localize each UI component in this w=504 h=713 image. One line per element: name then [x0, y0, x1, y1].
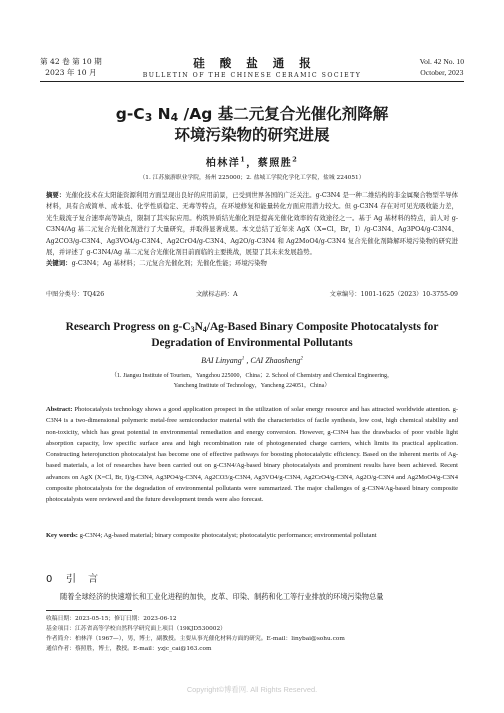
section-number: 0: [46, 574, 53, 585]
footnote-author: 作者简介：柏林洋（1967—），男，博士，副教授。主要从事光催化材料方面的研究。E-mail：linybai@sohu.com: [46, 636, 345, 642]
footnote-received: 收稿日期：2023-05-15；修订日期：2023-06-12: [46, 616, 177, 622]
section-title: 引言: [66, 574, 110, 585]
journal-header: [0, 0, 504, 84]
authors-en: BAI Linyang$^1$ , CAI Zhaosheng$^2$: [201, 355, 303, 365]
footnote-corresponding: 通信作者：蔡照胜，博士，教授。E-mail：yzjc_cai@163.com: [46, 646, 212, 652]
section-heading: [46, 570, 110, 585]
abstract-cn-label: 摘要：: [46, 191, 66, 199]
header-right: [420, 56, 464, 78]
abstract-en: [46, 404, 458, 506]
journal-name-en: BULLETIN OF THE CHINESE CERAMIC SOCIETY: [142, 72, 362, 79]
title-cn-line2: 环境污染物的研究进展: [174, 126, 330, 144]
title-en-line1: Research Progress on $g-C_3N_4/Ag$-Based Binary Composite Photocatalysts for: [65, 321, 439, 334]
affiliation-en: （1. Jiangsu Institute of Tourism，Yangzhou 225000，China；2. School of Chemistry and Chemical Engineering， Yancheng Institute of Technology，Yancheng 224051，China）: [110, 373, 393, 389]
volume-cn: 第 42 卷 第 10 期: [40, 57, 102, 66]
abstract-cn: [46, 190, 458, 270]
title-cn-line1: $g-C_3$ $N_4$ /Ag 基二元复合光催化剂降解: [115, 105, 389, 124]
header-rule: [40, 81, 464, 82]
keywords-en: Key words: g-C3N4; Ag-based material; binary composite photocatalyst; photocatalytic performance; environmental pollutant: [46, 532, 377, 539]
title-en-line2: Degradation of Environmental Pollutants: [151, 337, 353, 349]
body-paragraph: 随着全球经济的快速增长和工业化进程的加快，皮革、印染、制药和化工等行业排放的环境污染物总量: [60, 592, 384, 601]
abstract-cn-text: 光催化技术在太阳能资源利用方面呈现出良好的应用前景，已受到世界各国的广泛关注。g-C3N4 是一种二维结构的非金属聚合物型半导体材料，具有合成简单、成本低、化学性质稳定、无毒等特点，在环境修复和能量转化方面应用潜力较大。但 g-C3N4 存在对可见光吸收能力差，光生载流子复合速率高等缺点，限制了其实际应用。构筑异质结光催化剂是提高光催化效率的有效途径之一。基于 Ag 基材料的特点，前人对 g-C3N4/Ag 基二元复合光催化剂进行了大量研究，并取得显著成果。本文总结了近年来 AgX（X=Cl，Br，I）/g-C3N4、Ag3PO4/g-C3N4、Ag2CO3/g-C3N4、Ag3VO4/g-C3N4、Ag2CrO4/g-C3N4、Ag2O/g-C3N4 和 Ag2MoO4/g-C3N4 复合光催化剂降解环境污染物的研究进展，并评述了 g-C3N4/Ag 基二元复合光催化剂目前面临的主要挑战，展望了其未来发展趋势。: [46, 191, 458, 257]
footnote-fund: 基金项目：江苏省高等学校自然科学研究面上项目（19KJD530002）: [46, 626, 226, 632]
footnotes: [46, 614, 458, 654]
date-en: October, 2023: [420, 68, 464, 77]
journal-name-cn: 硅酸盐通报: [193, 56, 326, 70]
title-cn: [0, 104, 504, 146]
abstract-en-label: Abstract:: [46, 406, 73, 413]
footnote-rule: [46, 610, 132, 611]
title-en: [20, 319, 484, 351]
clc-number: 中图分类号：TQ426: [46, 291, 105, 298]
keywords-cn: 关键词：g-C3N4；Ag 基材料；二元复合光催化剂；光催化性能；环境污染物: [46, 259, 267, 268]
affiliation-cn: （1. 江苏旅游职业学院，扬州 225000；2. 盐城工学院化学化工学院，盐城 224051）: [139, 175, 365, 181]
abstract-en-text: Photocatalysis technology shows a good application prospect in the utilization of solar energy resource and has attracted worldwide attention. g-C3N4 is a two-dimensional polymeric metal-free semiconductor material with the characteristics of facile synthesis, low cost, high chemical stability and non-toxicity, which has great potential in environmental remediation and energy conversion. However, g-C3N4 has the drawbacks of poor visible light absorption capacity, low specific surface area and high recombination rate of photogenerated charge carriers, which limits its practical application. Constructing heterojunction photocatalyst has become one of effective pathways for boosting photocatalytic efficiency. Based on the inherent merits of Ag-based materials, a lot of researches have been carried out on g-C3N4/Ag-based binary photocatalysts and prominent results have been achieved. Recent advances on AgX (X=Cl, Br, I)/g-C3N4, Ag3PO4/g-C3N4, Ag2CO3/g-C3N4, Ag3VO4/g-C3N4, Ag2CrO4/g-C3N4, Ag2O/g-C3N4 and Ag2MoO4/g-C3N4 composite photocatalysts for the degradation of environmental pollutants were summarized. The major challenges of g-C3N4/Ag-based binary composite photocatalysts were reviewed and the future development trends were also forecast.: [46, 406, 458, 504]
authors-cn: 柏林洋$^1$，蔡照胜$^2$: [205, 155, 299, 169]
date-cn: 2023 年 10 月: [45, 68, 97, 77]
document-code: 文献标志码：A: [196, 291, 238, 298]
volume-en: Vol. 42 No. 10: [419, 57, 464, 66]
article-number: 文章编号：1001-1625（2023）10-3755-09: [329, 291, 458, 298]
copyright-watermark: Copyright©博看网. All Rights Reserved.: [186, 685, 318, 694]
